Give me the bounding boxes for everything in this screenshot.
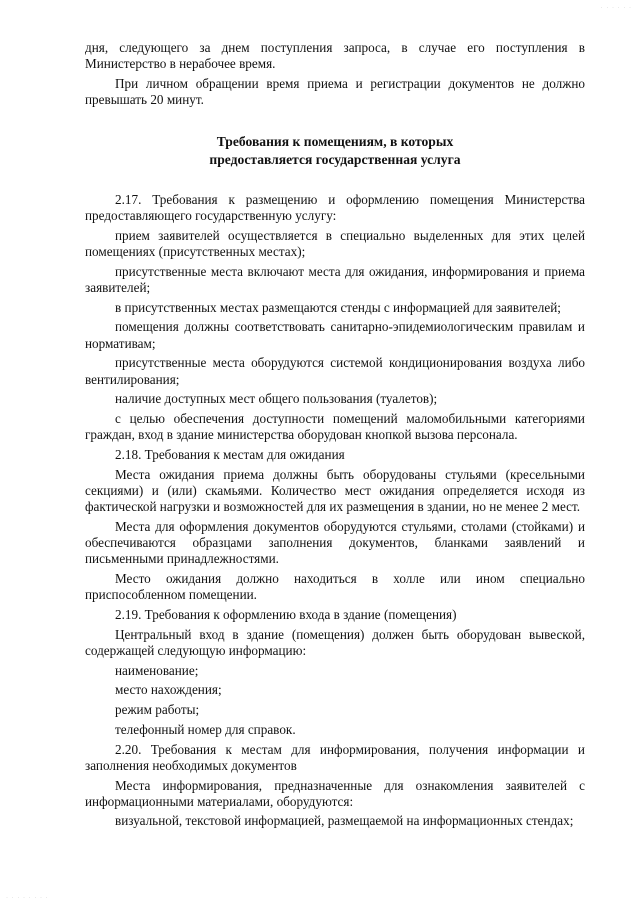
paragraph: визуальной, текстовой информацией, размещаемой на информационных стендах;: [115, 813, 574, 829]
paragraph: 2.19. Требования к оформлению входа в здание (помещения): [115, 607, 457, 623]
paragraph: 2.20. Требования к местам для информирования, получения информации и заполнения необходимых документов: [85, 741, 585, 773]
paragraph: Центральный вход в здание (помещения) должен быть оборудован вывеской, содержащей следующую информацию:: [85, 626, 585, 659]
paragraph: При личном обращении время приема и регистрации документов не должно превышать 20 минут.: [85, 75, 585, 108]
paragraph: 2.17. Требования к размещению и оформлению помещения Министерства предоставляющего государственную услугу:: [85, 191, 585, 223]
paragraph: с целью обеспечения доступности помещений маломобильными категориями граждан, вход в здание министерства оборудован кнопкой вызова персонала.: [85, 410, 585, 443]
list-item: место нахождения;: [115, 682, 222, 698]
list-item: режим работы;: [115, 702, 200, 718]
section-heading-line: Требования к помещениям, в которых: [216, 133, 454, 149]
paragraph: Место ожидания должно находиться в холле или ином специально приспособленном помещении.: [85, 571, 585, 603]
paragraph: помещения должны соответствовать санитарно-эпидемиологическим правилам и нормативам;: [85, 319, 585, 351]
paragraph: присутственные места оборудуются системой кондиционирования воздуха либо вентилирования;: [85, 355, 585, 387]
document-body: [85, 40, 585, 830]
paragraph: дня, следующего за днем поступления запроса, в случае его поступления в Министерство в нерабочее время.: [85, 40, 585, 72]
scan-artifact-top: · · · · · ·: [600, 5, 632, 11]
list-item: наименование;: [115, 662, 199, 678]
paragraph: 2.18. Требования к местам для ожидания: [115, 446, 345, 462]
paragraph: наличие доступных мест общего пользования (туалетов);: [115, 391, 438, 407]
section-heading-line: предоставляется государственная услуга: [209, 151, 461, 167]
section-heading: [85, 133, 585, 169]
paragraph: присутственные места включают места для ожидания, информирования и приема заявителей;: [85, 263, 585, 295]
paragraph: Места для оформления документов оборудуются стульями, столами (стойками) и обеспечиваются образцами заполнения документов, бланками заявлений и письменными принадлежностями.: [85, 518, 585, 567]
paragraph: Места информирования, предназначенные для ознакомления заявителей с информационными материалами, оборудуются:: [85, 777, 585, 809]
paragraph: прием заявителей осуществляется в специально выделенных для этих целей помещениях (присутственных местах);: [85, 227, 585, 259]
paragraph: Места ожидания приема должны быть оборудованы стульями (кресельными секциями) и (или) скамьями. Количество мест ожидания определяется исходя из фактической нагрузки и возможностей для их размещения в здании, но не менее 2 мест.: [85, 466, 585, 515]
scan-artifact-bottom: · · · · · · · ·: [6, 895, 49, 901]
paragraph: в присутственных местах размещаются стенды с информацией для заявителей;: [115, 299, 561, 315]
list-item: телефонный номер для справок.: [115, 721, 296, 737]
